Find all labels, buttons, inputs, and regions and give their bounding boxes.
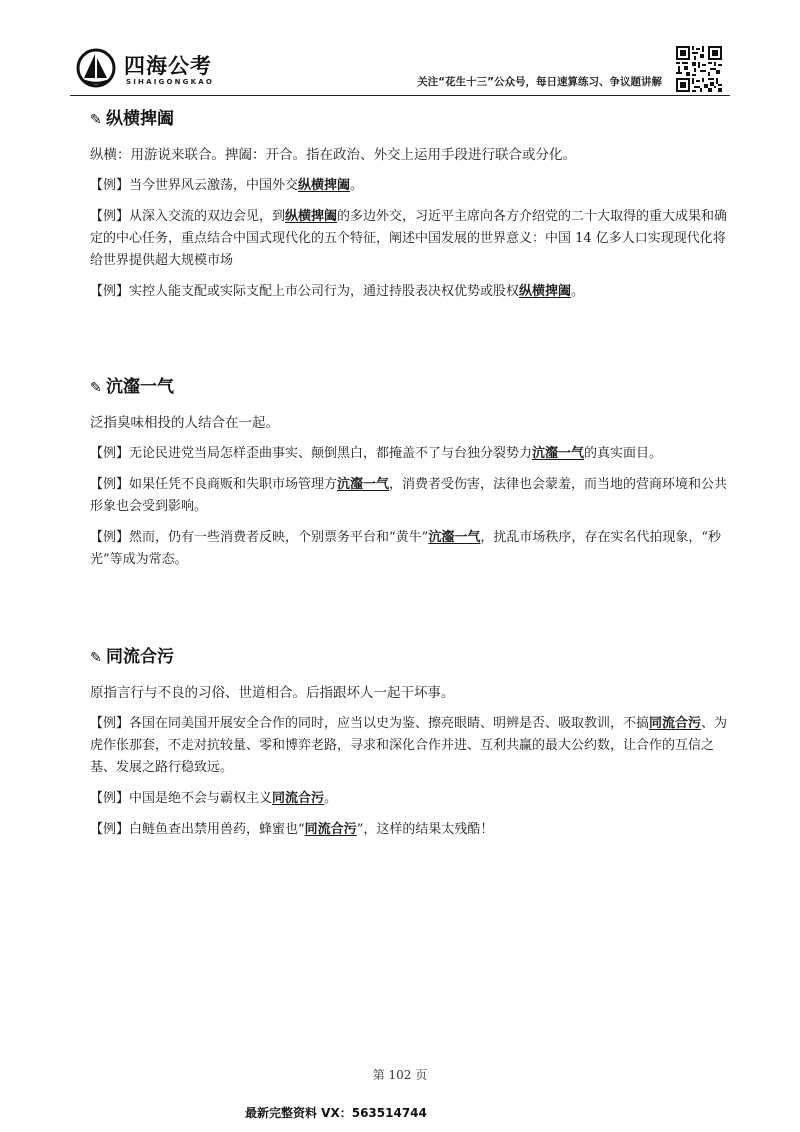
section-title: ✎ 纵横捭阖: [90, 106, 730, 132]
definition: 泛指臭味相投的人结合在一起。: [90, 415, 279, 431]
example: 【例】从深入交流的双边会见，到纵横捭阖的多边外交，习近平主席向各方介绍党的二十大取得的重大成果和确定的中心任务，重点结合中国式现代化的五个特征，阐述中国发展的世界意义：中国 14 亿多人口实现现代化将给世界提供超大规模市场: [90, 209, 728, 268]
page-header: [70, 42, 730, 98]
example: 【例】中国是绝不会与霸权主义同流合污。: [90, 791, 338, 806]
pencil-icon: ✎: [90, 380, 102, 396]
logo-subtitle: SIHAIGONGKAO: [126, 78, 215, 86]
section-title: ✎ 同流合污: [90, 644, 730, 670]
example: 【例】实控人能支配或实际支配上市公司行为，通过持股表决权优势或股权纵横捭阖。: [90, 284, 585, 299]
sailboat-logo-icon: [76, 48, 116, 88]
page-number: 第 102 页: [372, 1068, 428, 1082]
keyword: 沆瀣一气: [428, 530, 481, 545]
section-zongheng-baihe: [90, 106, 730, 303]
definition: 原指言行与不良的习俗、世道相合。后指跟坏人一起干坏事。: [90, 685, 455, 701]
definition: 纵横：用游说来联合。捭阖：开合。指在政治、外交上运用手段进行联合或分化。: [90, 147, 576, 163]
keyword: 同流合污: [649, 716, 702, 731]
example: 【例】当今世界风云激荡，中国外交纵横捭阖。: [90, 178, 364, 193]
keyword: 纵横捭阖: [519, 284, 572, 299]
section-title: ✎ 沆瀣一气: [90, 374, 730, 400]
keyword: 纵横捭阖: [298, 178, 351, 193]
header-slogan: 关注“花生十三”公众号，每日速算练习、争议题讲解: [417, 76, 662, 88]
keyword: 同流合污: [304, 822, 357, 837]
example: 【例】白鲢鱼查出禁用兽药，蜂蜜也“同流合污”，这样的结果太残酷！: [90, 822, 494, 837]
pencil-icon: ✎: [90, 112, 102, 128]
qr-code-icon: [676, 46, 722, 92]
example: 【例】各国在同美国开展安全合作的同时，应当以史为鉴、擦亮眼睛、明辨是否、吸取教训，不搞同流合污、为虎作伥那套，不走对抗较量、零和博弈老路，寻求和深化合作并进、互利共赢的最大公约数，让合作的互信之基、发展之路行稳致远。: [90, 716, 728, 775]
header-divider: [70, 95, 730, 96]
footer-contact: 最新完整资料 VX：563514744: [245, 1106, 427, 1120]
section-tongliu-hewu: [90, 644, 730, 841]
section-hangxie-yiqi: [90, 374, 730, 571]
keyword: 纵横捭阖: [285, 209, 338, 224]
example: 【例】然而，仍有一些消费者反映，个别票务平台和“黄牛”沆瀣一气，扰乱市场秩序，存在实名代拍现象，“秒光”等成为常态。: [90, 530, 721, 567]
pencil-icon: ✎: [90, 650, 102, 666]
keyword: 沆瀣一气: [532, 446, 585, 461]
logo-text: 四海公考: [124, 54, 212, 78]
example: 【例】如果任凭不良商贩和失职市场管理方沆瀣一气，消费者受伤害，法律也会蒙羞，而当地的营商环境和公共形象也会受到影响。: [90, 477, 728, 514]
brand-logo: [76, 48, 276, 92]
example: 【例】无论民进党当局怎样歪曲事实、颠倒黑白，都掩盖不了与台独分裂势力沆瀣一气的真实面目。: [90, 446, 663, 461]
keyword: 同流合污: [272, 791, 325, 806]
keyword: 沆瀣一气: [337, 477, 390, 492]
